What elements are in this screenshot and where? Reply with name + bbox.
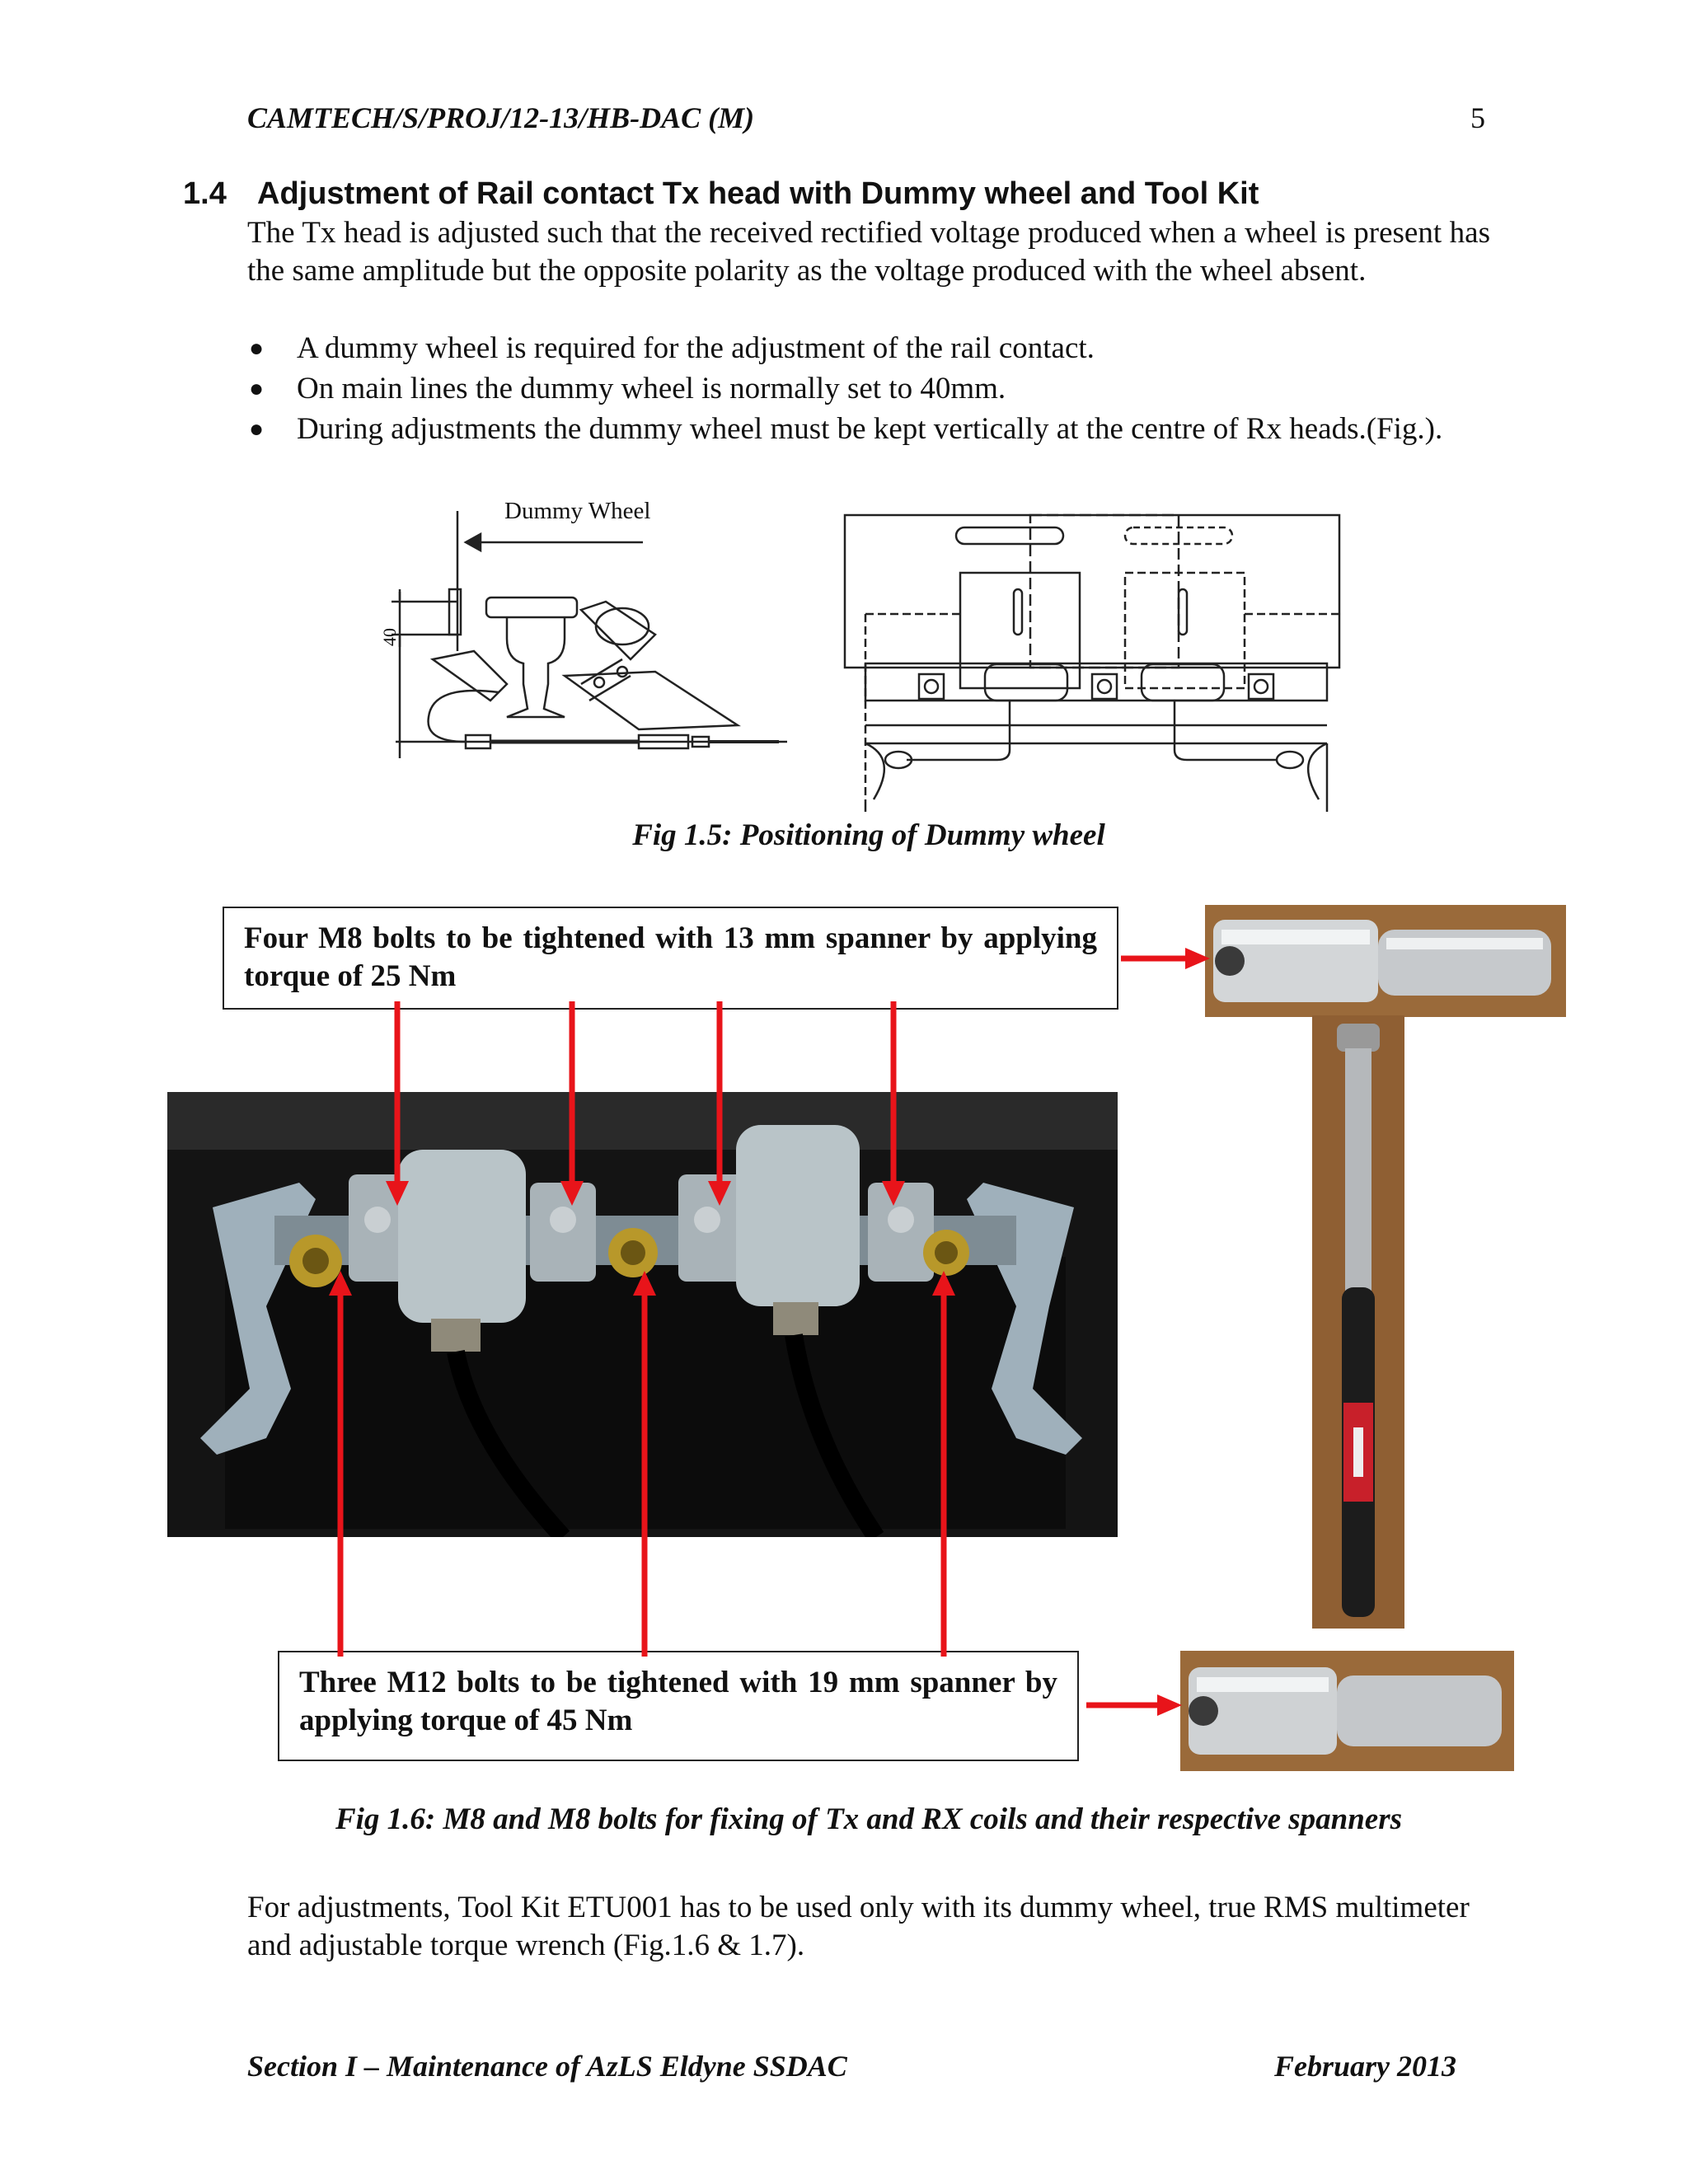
arrow-up-icon (630, 1269, 659, 1657)
arrow-down-icon (705, 1001, 734, 1207)
dummy-wheel-side-drawing (383, 494, 804, 775)
bullet-item (249, 370, 1490, 408)
callout-m8-bolts: Four M8 bolts to be tightened with 13 mm spanner by applying torque of 25 Nm (223, 907, 1118, 1010)
arrow-up-icon (929, 1269, 959, 1657)
page-number: 5 (1470, 101, 1485, 134)
fig16-caption: Fig 1.6: M8 and M8 bolts for fixing of Tx and RX coils and their respective spanners (335, 1802, 1403, 1836)
torque-wrench-image (1312, 1015, 1404, 1629)
dummy-wheel-front-drawing (841, 511, 1343, 816)
doc-code: CAMTECH/S/PROJ/12-13/HB-DAC (M) (247, 101, 755, 134)
dimension-label: 40 (379, 628, 400, 646)
bullet-icon: ● (249, 415, 265, 443)
spanner-19mm-image (1180, 1651, 1514, 1771)
arrow-right-icon (1121, 946, 1212, 971)
section-number: 1.4 (183, 176, 227, 211)
arrow-right-icon (1086, 1693, 1184, 1718)
closing-paragraph: For adjustments, Tool Kit ETU001 has to be used only with its dummy wheel, true RMS multimeter and adjustable torque wrench (Fig.1.6 & 1.7). (247, 1891, 1470, 1962)
bullet-item (249, 410, 1490, 448)
bullet-text: During adjustments the dummy wheel must be kept vertically at the centre of Rx heads.(Fig.). (297, 412, 1443, 446)
intro-paragraph: The Tx head is adjusted such that the received rectified voltage produced when a wheel is present has the same amplitude but the opposite polarity as the voltage produced with the wheel absent. (247, 216, 1490, 288)
spanner-13mm-image (1205, 905, 1566, 1017)
footer-section: Section I – Maintenance of AzLS Eldyne SSDAC (247, 2050, 847, 2083)
arrow-down-icon (879, 1001, 908, 1207)
footer-date: February 2013 (1274, 2050, 1457, 2083)
bullet-text: A dummy wheel is required for the adjustment of the rail contact. (297, 331, 1095, 365)
section-title: Adjustment of Rail contact Tx head with Dummy wheel and Tool Kit (257, 176, 1259, 211)
bullet-icon: ● (249, 335, 265, 362)
fig15-caption: Fig 1.5: Positioning of Dummy wheel (632, 818, 1105, 852)
bullet-icon: ● (249, 375, 265, 402)
dummy-wheel-label: Dummy Wheel (504, 498, 651, 524)
callout-m12-bolts: Three M12 bolts to be tightened with 19 mm spanner by applying torque of 45 Nm (278, 1651, 1079, 1761)
bullet-item (249, 330, 1490, 368)
arrow-down-icon (557, 1001, 587, 1207)
bullet-text: On main lines the dummy wheel is normally set to 40mm. (297, 372, 1006, 405)
arrow-up-icon (326, 1269, 355, 1657)
arrow-down-icon (382, 1001, 412, 1207)
